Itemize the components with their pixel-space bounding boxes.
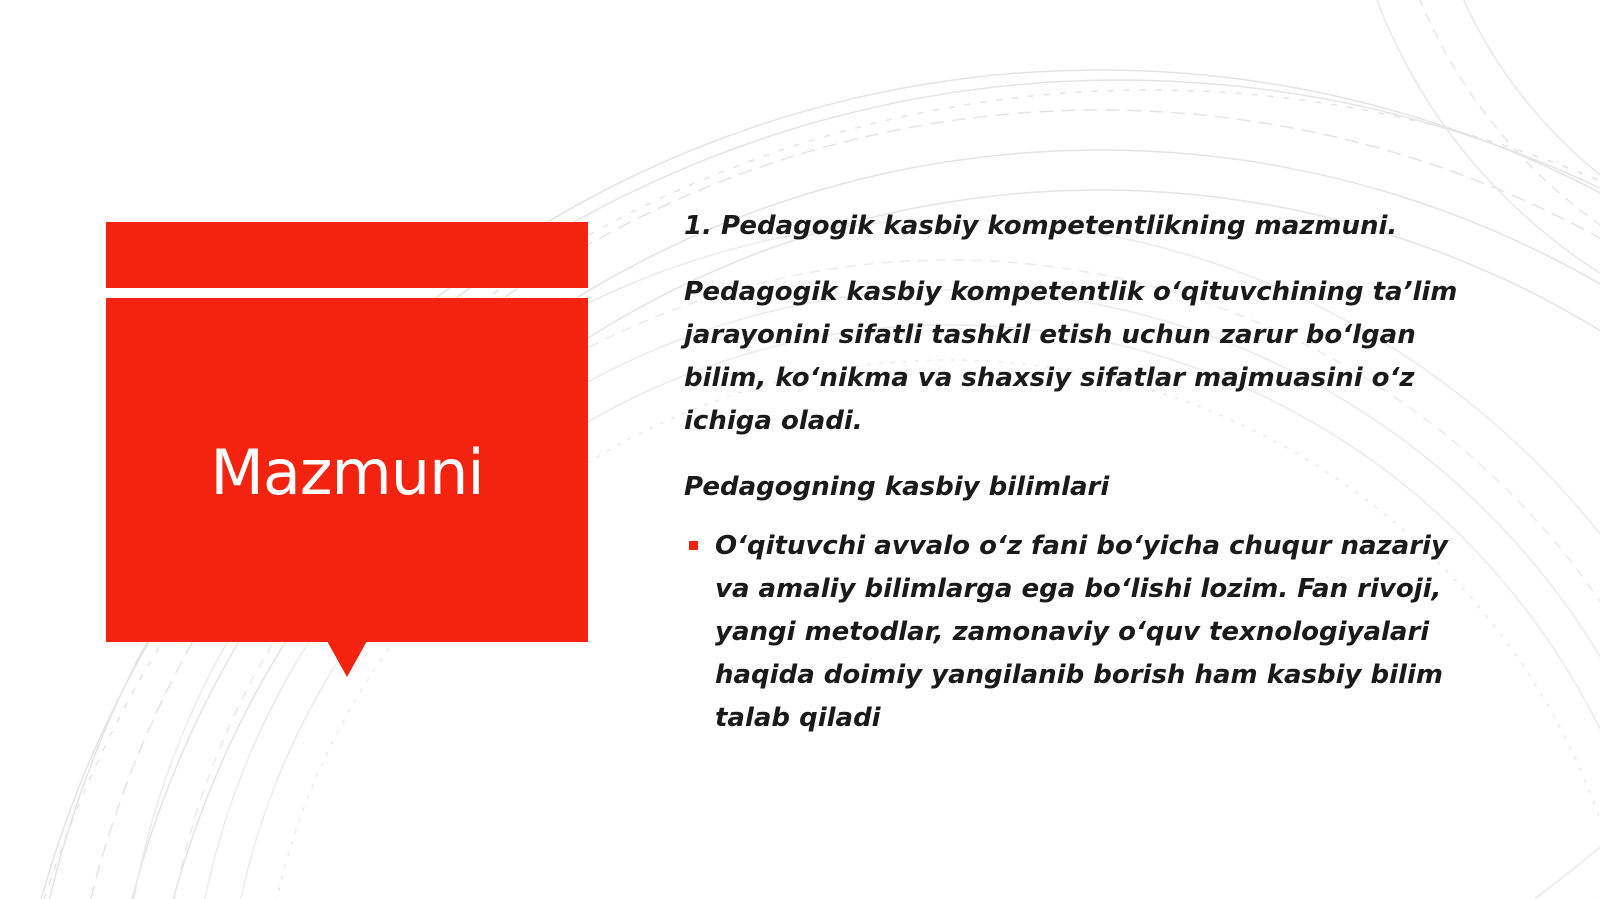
title-accent-bar bbox=[106, 222, 588, 288]
bullet-list bbox=[684, 525, 1504, 740]
section-heading: 1. Pedagogik kasbiy kompetentlikning mazmuni. bbox=[684, 211, 1398, 241]
slide-title: Mazmuni bbox=[210, 435, 484, 509]
slide-content bbox=[684, 205, 1504, 740]
body-paragraph: Pedagogik kasbiy kompetentlik o‘qituvchining ta’lim jarayonini sifatli tashkil etish uchun zarur bo‘lgan bilim, ko‘nikma va shaxsiy sifatlar majmuasini o‘z ichiga oladi. bbox=[684, 277, 1458, 436]
square-bullet-icon bbox=[689, 541, 698, 550]
bullet-text: O‘qituvchi avvalo o‘z fani bo‘yicha chuqur nazariy va amaliy bilimlarga ega bo‘lishi lozim. Fan rivoji, yangi metodlar, zamonaviy o‘quv texnologiyalari haqida doimiy yangilanib borish ham kasbiy bilim talab qiladi bbox=[715, 531, 1448, 733]
bullet-item bbox=[684, 525, 1475, 740]
subheading: Pedagogning kasbiy bilimlari bbox=[684, 472, 1110, 502]
title-callout-box bbox=[106, 298, 588, 642]
callout-pointer bbox=[327, 641, 367, 677]
